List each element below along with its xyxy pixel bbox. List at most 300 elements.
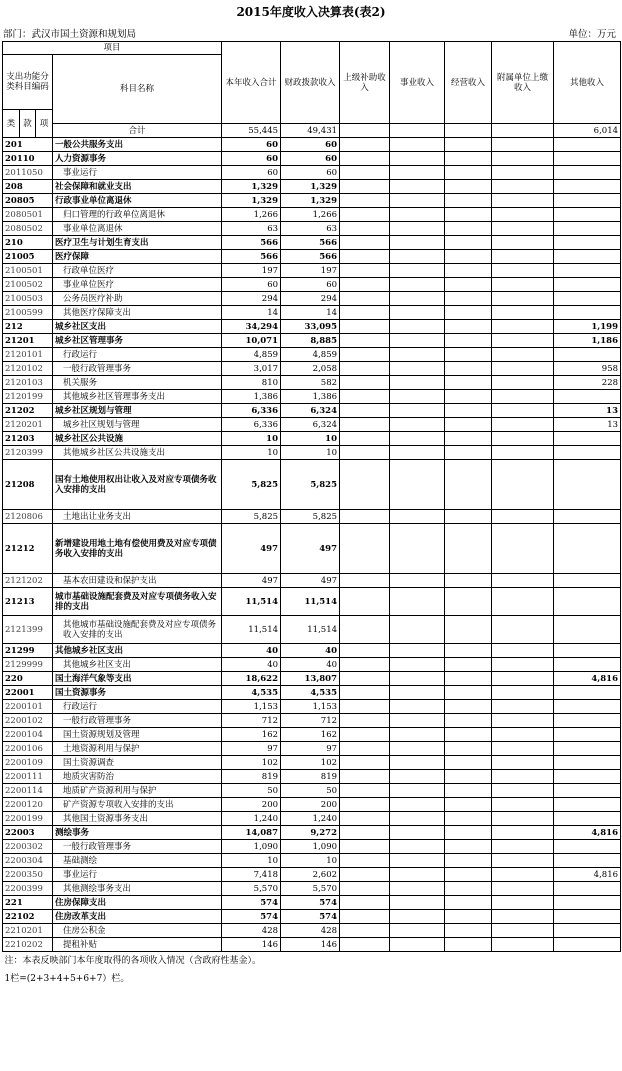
row-code: 2121202 [3,574,53,588]
table-row [3,222,621,236]
row-value-col-1: 497 [222,574,281,588]
row-code: 2120101 [3,348,53,362]
row-value-col-4 [390,714,445,728]
row-value-col-1: 1,329 [222,194,281,208]
row-value-col-2: 10 [281,432,340,446]
table-row [3,278,621,292]
row-value-col-5 [445,938,492,952]
row-value-col-7 [554,812,621,826]
row-value-col-5 [445,510,492,524]
row-code: 208 [3,180,53,194]
row-value-col-6 [492,524,554,574]
row-value-col-3 [340,292,390,306]
row-value-col-7: 4,816 [554,672,621,686]
header-item: 项目 [3,42,222,55]
row-name: 其他测绘事务支出 [53,882,222,896]
row-code: 21203 [3,432,53,446]
row-code: 2100502 [3,278,53,292]
row-value-col-2: 60 [281,152,340,166]
row-value-col-4 [390,672,445,686]
row-name: 一般行政管理事务 [53,362,222,376]
row-value-col-2: 9,272 [281,826,340,840]
row-name: 其他国土资源事务支出 [53,812,222,826]
table-row [3,756,621,770]
row-code: 212 [3,320,53,334]
row-value-col-3 [340,798,390,812]
row-value-col-3 [340,896,390,910]
row-value-col-2: 1,329 [281,194,340,208]
row-value-col-3 [340,840,390,854]
row-value-col-7: 4,816 [554,868,621,882]
row-value-col-7 [554,222,621,236]
row-value-col-3 [340,868,390,882]
row-value-col-3 [340,152,390,166]
row-code: 22003 [3,826,53,840]
row-value-col-3 [340,222,390,236]
row-value-col-7 [554,798,621,812]
row-value-col-1: 14,087 [222,826,281,840]
row-value-col-2: 574 [281,910,340,924]
table-row [3,728,621,742]
row-value-col-1: 1,386 [222,390,281,404]
row-value-col-7 [554,756,621,770]
row-code: 2210202 [3,938,53,952]
total-2: 49,431 [281,124,340,138]
row-value-col-7: 13 [554,418,621,432]
row-value-col-1: 294 [222,292,281,306]
row-value-col-5 [445,574,492,588]
table-row [3,742,621,756]
row-name: 机关服务 [53,376,222,390]
row-value-col-4 [390,460,445,510]
row-value-col-7 [554,840,621,854]
row-value-col-4 [390,166,445,180]
row-value-col-4 [390,840,445,854]
row-value-col-2: 712 [281,714,340,728]
table-row [3,404,621,418]
row-value-col-3 [340,700,390,714]
row-value-col-3 [340,278,390,292]
total-3 [340,124,390,138]
row-value-col-3 [340,924,390,938]
row-code: 2200304 [3,854,53,868]
table-row [3,418,621,432]
total-5 [445,124,492,138]
row-value-col-5 [445,320,492,334]
row-name: 城市基础设施配套费及对应专项债务收入安排的支出 [53,588,222,616]
row-value-col-1: 60 [222,152,281,166]
row-value-col-4 [390,334,445,348]
table-row [3,510,621,524]
row-value-col-6 [492,742,554,756]
row-value-col-1: 11,514 [222,588,281,616]
row-code: 2200120 [3,798,53,812]
row-value-col-6 [492,658,554,672]
row-value-col-3 [340,264,390,278]
row-value-col-4 [390,770,445,784]
row-value-col-2: 1,386 [281,390,340,404]
row-value-col-5 [445,882,492,896]
row-value-col-7 [554,460,621,510]
row-value-col-6 [492,446,554,460]
row-value-col-6 [492,138,554,152]
row-value-col-3 [340,362,390,376]
row-value-col-2: 8,885 [281,334,340,348]
department-label: 部门：武汉市国土资源和规划局 [3,29,137,40]
row-name: 其他城乡社区支出 [53,644,222,658]
row-value-col-7 [554,390,621,404]
row-value-col-3 [340,812,390,826]
row-value-col-4 [390,278,445,292]
row-value-col-1: 10 [222,854,281,868]
row-value-col-1: 10,071 [222,334,281,348]
row-value-col-3 [340,910,390,924]
note-text: 1栏=(2+3+4+5+6+7）栏。 [4,974,130,984]
row-value-col-5 [445,418,492,432]
row-value-col-6 [492,672,554,686]
row-name: 矿产资源专项收入安排的支出 [53,798,222,812]
header-xiang: 项 [36,110,53,138]
table-row [3,700,621,714]
row-value-col-2: 162 [281,728,340,742]
row-value-col-3 [340,728,390,742]
table-row [3,840,621,854]
row-value-col-4 [390,236,445,250]
table-row [3,714,621,728]
table-row [3,924,621,938]
table-row [3,812,621,826]
row-value-col-7 [554,728,621,742]
row-value-col-4 [390,742,445,756]
row-value-col-1: 712 [222,714,281,728]
row-value-col-3 [340,320,390,334]
row-name: 国土海洋气象等支出 [53,672,222,686]
row-value-col-5 [445,460,492,510]
row-value-col-6 [492,798,554,812]
row-value-col-2: 4,859 [281,348,340,362]
row-value-col-1: 162 [222,728,281,742]
table-row [3,588,621,616]
row-value-col-2: 4,535 [281,686,340,700]
row-value-col-7 [554,924,621,938]
row-value-col-5 [445,404,492,418]
row-name: 行政运行 [53,700,222,714]
row-value-col-7 [554,742,621,756]
table-row [3,138,621,152]
row-value-col-6 [492,222,554,236]
row-value-col-1: 5,570 [222,882,281,896]
row-code: 22001 [3,686,53,700]
row-value-col-2: 582 [281,376,340,390]
row-value-col-4 [390,868,445,882]
row-name: 住房改革支出 [53,910,222,924]
row-value-col-1: 574 [222,910,281,924]
row-value-col-7: 4,816 [554,826,621,840]
table-row [3,784,621,798]
row-value-col-1: 50 [222,784,281,798]
row-name: 住房保障支出 [53,896,222,910]
row-value-col-4 [390,588,445,616]
row-value-col-2: 10 [281,854,340,868]
row-value-col-1: 60 [222,138,281,152]
table-note [3,970,621,988]
row-name: 国有土地使用权出让收入及对应专项债务收入安排的支出 [53,460,222,510]
row-value-col-3 [340,742,390,756]
table-row [3,798,621,812]
header-name: 科目名称 [53,55,222,124]
row-value-col-6 [492,292,554,306]
row-value-col-1: 60 [222,278,281,292]
row-value-col-5 [445,334,492,348]
row-code: 2129999 [3,658,53,672]
row-value-col-5 [445,278,492,292]
row-value-col-4 [390,404,445,418]
row-code: 2120806 [3,510,53,524]
row-code: 2080502 [3,222,53,236]
row-value-col-1: 819 [222,770,281,784]
row-value-col-7 [554,882,621,896]
table-row [3,348,621,362]
row-name: 其他医疗保障支出 [53,306,222,320]
row-value-col-6 [492,264,554,278]
row-value-col-6 [492,840,554,854]
row-name: 城乡社区公共设施 [53,432,222,446]
row-value-col-1: 14 [222,306,281,320]
header-heji: 合计 [53,124,222,138]
table-row [3,854,621,868]
row-value-col-6 [492,756,554,770]
row-value-col-6 [492,418,554,432]
table-row [3,616,621,644]
row-name: 一般行政管理事务 [53,714,222,728]
row-value-col-5 [445,770,492,784]
table-row [3,264,621,278]
row-code: 2200102 [3,714,53,728]
row-value-col-6 [492,510,554,524]
row-name: 土地出让业务支出 [53,510,222,524]
row-value-col-2: 13,807 [281,672,340,686]
row-value-col-6 [492,826,554,840]
row-value-col-3 [340,250,390,264]
row-value-col-4 [390,882,445,896]
row-value-col-7 [554,348,621,362]
row-value-col-7 [554,574,621,588]
table-row [3,574,621,588]
row-value-col-6 [492,404,554,418]
row-value-col-3 [340,882,390,896]
row-value-col-4 [390,264,445,278]
row-value-col-4 [390,418,445,432]
header-col-2: 财政拨款收入 [281,42,340,124]
row-value-col-4 [390,292,445,306]
row-value-col-5 [445,826,492,840]
row-value-col-3 [340,446,390,460]
row-code: 2200350 [3,868,53,882]
row-value-col-3 [340,510,390,524]
row-value-col-5 [445,672,492,686]
row-value-col-5 [445,728,492,742]
table-row [3,306,621,320]
row-value-col-5 [445,376,492,390]
row-value-col-6 [492,460,554,510]
table-row [3,446,621,460]
row-value-col-2: 14 [281,306,340,320]
row-value-col-1: 428 [222,924,281,938]
table-row [3,460,621,510]
header-col-7: 其他收入 [554,42,621,124]
row-value-col-3 [340,756,390,770]
row-name: 住房公积金 [53,924,222,938]
row-value-col-5 [445,208,492,222]
total-7: 6,014 [554,124,621,138]
row-value-col-2: 2,058 [281,362,340,376]
row-code: 2210201 [3,924,53,938]
row-value-col-5 [445,588,492,616]
row-name: 医疗卫生与计划生育支出 [53,236,222,250]
row-value-col-7 [554,236,621,250]
row-value-col-6 [492,432,554,446]
row-value-col-1: 34,294 [222,320,281,334]
table-row [3,432,621,446]
row-value-col-7 [554,166,621,180]
row-value-col-7 [554,250,621,264]
row-value-col-7 [554,658,621,672]
row-name: 一般行政管理事务 [53,840,222,854]
row-code: 2200302 [3,840,53,854]
table-row [3,868,621,882]
row-value-col-3 [340,404,390,418]
row-value-col-5 [445,250,492,264]
row-value-col-5 [445,784,492,798]
row-value-col-2: 40 [281,658,340,672]
row-value-col-3 [340,588,390,616]
row-value-col-1: 6,336 [222,418,281,432]
table-row [3,938,621,952]
row-value-col-5 [445,524,492,574]
row-value-col-1: 4,859 [222,348,281,362]
row-name: 国土资源规划及管理 [53,728,222,742]
row-name: 提租补贴 [53,938,222,952]
row-value-col-1: 5,825 [222,460,281,510]
header-code: 支出功能分类科目编码 [3,55,53,110]
row-value-col-2: 2,602 [281,868,340,882]
row-code: 21005 [3,250,53,264]
row-value-col-4 [390,152,445,166]
row-value-col-1: 10 [222,446,281,460]
row-code: 22102 [3,910,53,924]
row-value-col-5 [445,896,492,910]
row-code: 2120199 [3,390,53,404]
row-value-col-4 [390,446,445,460]
row-value-col-6 [492,770,554,784]
row-value-col-3 [340,854,390,868]
row-value-col-3 [340,306,390,320]
table-row [3,644,621,658]
row-value-col-1: 102 [222,756,281,770]
table-row [3,250,621,264]
row-value-col-1: 97 [222,742,281,756]
row-name: 行政运行 [53,348,222,362]
row-value-col-5 [445,910,492,924]
row-value-col-6 [492,362,554,376]
table-row [3,376,621,390]
table-row [3,208,621,222]
row-value-col-1: 7,418 [222,868,281,882]
row-value-col-6 [492,616,554,644]
header-kuan: 款 [20,110,36,138]
unit-label: 单位：万元 [568,29,616,40]
row-value-col-6 [492,700,554,714]
row-value-col-7 [554,292,621,306]
row-name: 其他城乡社区公共设施支出 [53,446,222,460]
table-row [3,686,621,700]
row-value-col-1: 574 [222,896,281,910]
row-value-col-6 [492,784,554,798]
table-row [3,152,621,166]
row-name: 其他城乡社区管理事务支出 [53,390,222,404]
table-row [3,658,621,672]
row-code: 2120102 [3,362,53,376]
row-value-col-6 [492,644,554,658]
row-value-col-2: 63 [281,222,340,236]
row-value-col-7 [554,896,621,910]
row-value-col-2: 6,324 [281,418,340,432]
header-lei: 类 [3,110,20,138]
row-code: 2200199 [3,812,53,826]
row-name: 基础测绘 [53,854,222,868]
row-value-col-7 [554,524,621,574]
row-code: 21202 [3,404,53,418]
row-value-col-7 [554,770,621,784]
row-value-col-2: 60 [281,138,340,152]
row-value-col-2: 574 [281,896,340,910]
row-value-col-6 [492,390,554,404]
row-value-col-6 [492,812,554,826]
row-value-col-5 [445,756,492,770]
row-value-col-5 [445,152,492,166]
row-code: 2100599 [3,306,53,320]
row-code: 220 [3,672,53,686]
row-value-col-2: 1,266 [281,208,340,222]
row-value-col-7 [554,686,621,700]
row-value-col-2: 197 [281,264,340,278]
row-value-col-7 [554,854,621,868]
row-value-col-7 [554,714,621,728]
row-code: 2200101 [3,700,53,714]
row-value-col-2: 50 [281,784,340,798]
row-value-col-2: 60 [281,166,340,180]
row-name: 测绘事务 [53,826,222,840]
row-code: 2080501 [3,208,53,222]
row-value-col-3 [340,138,390,152]
row-value-col-5 [445,868,492,882]
row-value-col-5 [445,658,492,672]
row-name: 行政事业单位离退休 [53,194,222,208]
row-name: 社会保障和就业支出 [53,180,222,194]
row-value-col-7 [554,208,621,222]
row-name: 城乡社区规划与管理 [53,404,222,418]
row-value-col-1: 810 [222,376,281,390]
row-value-col-3 [340,524,390,574]
table-row [3,320,621,334]
row-value-col-5 [445,292,492,306]
row-value-col-4 [390,362,445,376]
row-value-col-6 [492,868,554,882]
row-value-col-4 [390,938,445,952]
row-value-col-7 [554,264,621,278]
row-value-col-5 [445,180,492,194]
row-value-col-7: 228 [554,376,621,390]
